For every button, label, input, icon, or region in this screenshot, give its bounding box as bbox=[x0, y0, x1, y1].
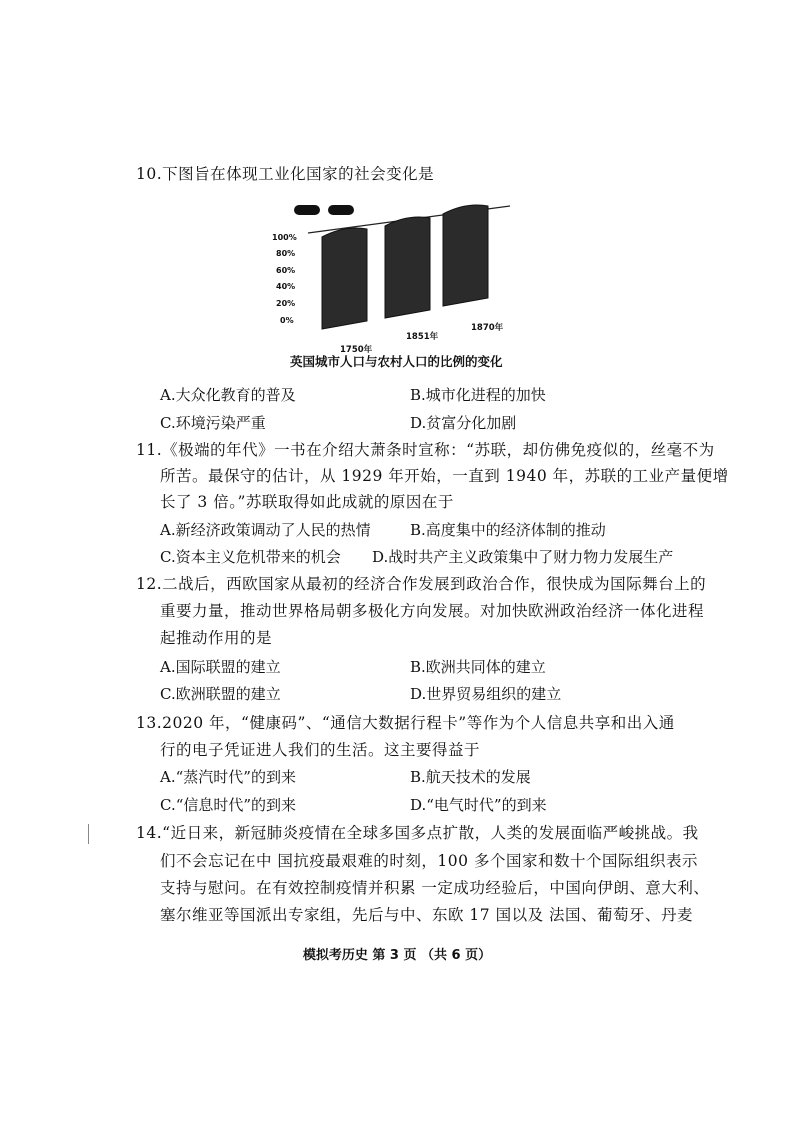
q12-option-b: B.欧洲共同体的建立 bbox=[410, 658, 546, 676]
bar-1851年 bbox=[385, 217, 430, 318]
q12-option-d: D.世界贸易组织的建立 bbox=[410, 685, 562, 703]
q11-option-a: A.新经济政策调动了人民的热情 bbox=[160, 521, 371, 539]
q12-line-1: 12.二战后，西欧国家从最初的经济合作发展到政治合作，很快成为国际舞台上的 bbox=[136, 575, 707, 593]
legend-swatch-1 bbox=[294, 205, 320, 215]
q10-stem: 10.下图旨在体现工业化国家的社会变化是 bbox=[136, 165, 435, 183]
q12-option-c: C.欧洲联盟的建立 bbox=[160, 685, 281, 703]
x-label-1870: 1870年 bbox=[471, 323, 504, 333]
q13-option-c: C.“信息时代”的到来 bbox=[160, 796, 297, 814]
q11-line-3: 长了 3 倍。”苏联取得如此成就的原因在于 bbox=[160, 493, 454, 511]
q14-line-3: 支持与慰问。在有效控制疫情并积累 一定成功经验后，中国向伊朗、意大利、 bbox=[160, 879, 710, 897]
q14-line-2: 们不会忘记在中 国抗疫最艰难的时刻，100 多个国家和数十个国际组织表示 bbox=[160, 852, 698, 870]
q13-option-a: A.“蒸汽时代”的到来 bbox=[160, 768, 296, 786]
y-tick-40: 40% bbox=[276, 282, 296, 291]
q13-line-2: 行的电子凭证进人我们的生活。这主要得益于 bbox=[160, 741, 481, 759]
q11-line-2: 所苦。最保守的估计，从 1929 年开始，一直到 1940 年，苏联的工业产量便增 bbox=[160, 467, 729, 485]
y-tick-20: 20% bbox=[276, 299, 296, 308]
margin-mark bbox=[88, 824, 89, 844]
chart-svg bbox=[268, 196, 518, 356]
population-chart bbox=[268, 196, 518, 356]
q12-option-a: A.国际联盟的建立 bbox=[160, 658, 281, 676]
page-footer: 模拟考历史 第 3 页 （共 6 页） bbox=[302, 948, 492, 963]
legend-swatch-2 bbox=[328, 205, 354, 215]
q11-option-b: B.高度集中的经济体制的推动 bbox=[410, 521, 606, 539]
q10-option-d: D.贫富分化加剧 bbox=[410, 414, 517, 432]
y-tick-100: 100% bbox=[272, 233, 297, 242]
chart-caption: 英国城市人口与农村人口的比例的变化 bbox=[290, 354, 503, 369]
q11-line-1: 11.《极端的年代》一书在介绍大萧条时宣称：“苏联，却仿佛免疫似的，丝毫不为 bbox=[136, 441, 715, 459]
chart-legend bbox=[294, 205, 354, 215]
q13-option-b: B.航天技术的发展 bbox=[410, 768, 531, 786]
y-tick-60: 60% bbox=[276, 266, 296, 275]
q13-option-d: D.“电气时代”的到来 bbox=[410, 796, 547, 814]
chart-bars bbox=[322, 205, 488, 329]
q12-line-3: 起推动作用的是 bbox=[160, 629, 273, 647]
q12-line-2: 重要力量，推动世界格局朝多极化方向发展。对加快欧洲政治经济一体化进程 bbox=[160, 602, 705, 620]
q11-option-d: D.战时共产主义政策集中了财力物力发展生产 bbox=[372, 548, 674, 566]
q10-option-c: C.环境污染严重 bbox=[160, 414, 266, 432]
bar-1750年 bbox=[322, 228, 367, 329]
q14-line-1: 14.“近日来，新冠肺炎疫情在全球多国多点扩散，人类的发展面临严峻挑战。我 bbox=[136, 824, 699, 842]
x-label-1851: 1851年 bbox=[406, 332, 439, 342]
q13-line-1: 13.2020 年，“健康码”、“通信大数据行程卡”等作为个人信息共享和出入通 bbox=[136, 714, 675, 732]
y-tick-0: 0% bbox=[280, 316, 294, 325]
q10-option-a: A.大众化教育的普及 bbox=[160, 386, 296, 404]
bar-1870年 bbox=[443, 205, 488, 306]
q11-option-c: C.资本主义危机带来的机会 bbox=[160, 548, 341, 566]
q10-option-b: B.城市化进程的加快 bbox=[410, 386, 546, 404]
y-tick-80: 80% bbox=[276, 249, 296, 258]
x-label-1750: 1750年 bbox=[340, 345, 373, 355]
q14-line-4: 塞尔维亚等国派出专家组，先后与中、东欧 17 国以及 法国、葡萄牙、丹麦 bbox=[160, 906, 694, 924]
